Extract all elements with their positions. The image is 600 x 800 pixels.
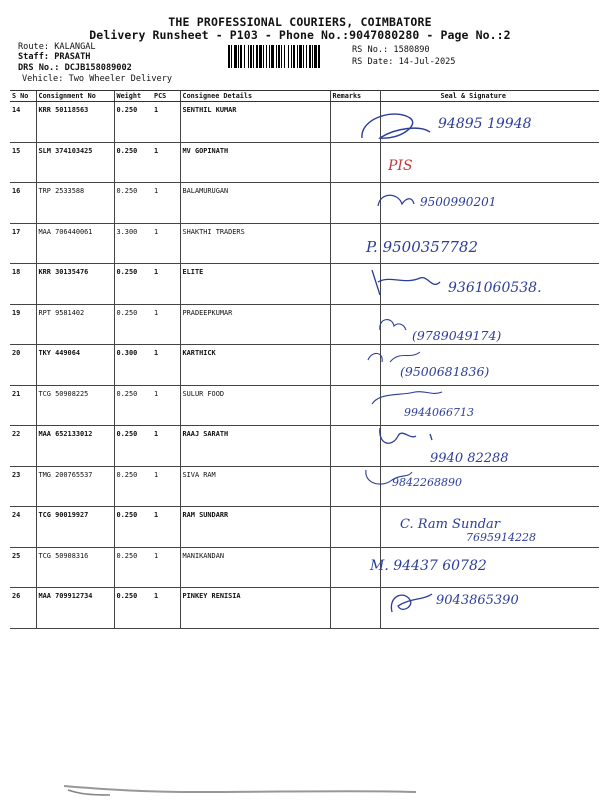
table-row	[10, 426, 599, 467]
cell-remarks	[330, 466, 380, 507]
table-header-row	[10, 91, 599, 102]
cell-sno: 17	[10, 223, 36, 264]
col-seal: Seal & Signature	[380, 91, 599, 102]
cell-seal	[380, 102, 599, 143]
cell-remarks	[330, 264, 380, 305]
cell-pcs: 1	[152, 547, 180, 588]
signature-text: P. 9500357782	[366, 238, 479, 256]
cell-consignment: MAA 652133012	[36, 426, 114, 467]
cell-remarks	[330, 345, 380, 386]
cell-consignee: PINKEY RENISIA	[180, 588, 330, 629]
cell-pcs: 1	[152, 223, 180, 264]
cell-consignment: TCG 90019927	[36, 507, 114, 548]
col-consignee: Consignee Details	[180, 91, 330, 102]
cell-seal	[380, 183, 599, 224]
cell-pcs: 1	[152, 264, 180, 305]
cell-consignee: PRADEEPKUMAR	[180, 304, 330, 345]
cell-seal	[380, 223, 599, 264]
cell-consignment: MAA 706440061	[36, 223, 114, 264]
table-row	[10, 547, 599, 588]
cell-weight: 0.250	[114, 142, 152, 183]
cell-sno: 19	[10, 304, 36, 345]
cell-consignee: ELITE	[180, 264, 330, 305]
signature-text: C. Ram Sundar	[400, 517, 500, 532]
cell-weight: 0.250	[114, 547, 152, 588]
rs-date: RS Date: 14-Jul-2025	[352, 57, 456, 67]
signature-text: 9500990201	[420, 195, 497, 209]
cell-sno: 20	[10, 345, 36, 386]
cell-sno: 14	[10, 102, 36, 143]
cell-seal	[380, 264, 599, 305]
cell-sno: 21	[10, 385, 36, 426]
cell-sno: 24	[10, 507, 36, 548]
col-pcs: PCS	[152, 91, 180, 102]
table-row	[10, 183, 599, 224]
staff-label: Staff: PRASATH	[18, 52, 91, 62]
rs-number: RS No.: 1580890	[352, 45, 430, 55]
cell-consignment: SLM 374103425	[36, 142, 114, 183]
runsheet-table	[10, 90, 599, 629]
drs-number: DRS No.: DCJB158089002	[18, 63, 132, 73]
cell-seal	[380, 466, 599, 507]
cell-seal	[380, 345, 599, 386]
cell-consignment: TCG 50908316	[36, 547, 114, 588]
table-row	[10, 588, 599, 629]
cell-weight: 0.250	[114, 264, 152, 305]
col-remarks: Remarks	[330, 91, 380, 102]
signature-text: PIS	[388, 158, 413, 174]
signature-text: 9043865390	[436, 593, 519, 608]
cell-consignment: MAA 709912734	[36, 588, 114, 629]
cell-consignment: KRR 30135476	[36, 264, 114, 305]
cell-remarks	[330, 507, 380, 548]
cell-remarks	[330, 223, 380, 264]
table-row	[10, 507, 599, 548]
cell-consignment: TCG 50908225	[36, 385, 114, 426]
cell-remarks	[330, 102, 380, 143]
cell-consignee: KARTHICK	[180, 345, 330, 386]
cell-seal	[380, 507, 599, 548]
cell-consignment: KRR 50118563	[36, 102, 114, 143]
table-row	[10, 142, 599, 183]
cell-weight: 0.250	[114, 466, 152, 507]
cell-consignee: SULUR FOOD	[180, 385, 330, 426]
col-weight: Weight	[114, 91, 152, 102]
cell-consignee: RAAJ SARATH	[180, 426, 330, 467]
col-consignment: Consignment No	[36, 91, 114, 102]
cell-pcs: 1	[152, 588, 180, 629]
cell-weight: 0.250	[114, 385, 152, 426]
cell-consignee: MV GOPINATH	[180, 142, 330, 183]
signature-text: 9842268890	[392, 476, 462, 489]
route-label: Route: KALANGAL	[18, 42, 96, 52]
runsheet-title: THE PROFESSIONAL COURIERS, COIMBATORE	[168, 15, 432, 29]
cell-seal	[380, 385, 599, 426]
cell-weight: 0.250	[114, 588, 152, 629]
cell-remarks	[330, 547, 380, 588]
table-row	[10, 223, 599, 264]
cell-seal	[380, 588, 599, 629]
table-row	[10, 345, 599, 386]
cell-remarks	[330, 426, 380, 467]
cell-pcs: 1	[152, 183, 180, 224]
cell-consignee: BALAMURUGAN	[180, 183, 330, 224]
cell-weight: 0.250	[114, 304, 152, 345]
cell-weight: 0.250	[114, 183, 152, 224]
table-row	[10, 264, 599, 305]
signature-text: 7695914228	[466, 531, 536, 544]
cell-weight: 0.250	[114, 507, 152, 548]
cell-consignment: RPT 9581402	[36, 304, 114, 345]
cell-remarks	[330, 304, 380, 345]
signature-text: 9361060538.	[448, 280, 542, 296]
table-row	[10, 102, 599, 143]
cell-seal	[380, 304, 599, 345]
cell-consignment: TRP 2533588	[36, 183, 114, 224]
cell-remarks	[330, 183, 380, 224]
cell-sno: 22	[10, 426, 36, 467]
cell-sno: 16	[10, 183, 36, 224]
cell-weight: 0.250	[114, 102, 152, 143]
table-row	[10, 385, 599, 426]
cell-consignment: TKY 449064	[36, 345, 114, 386]
cell-consignee: SENTHIL KUMAR	[180, 102, 330, 143]
cell-remarks	[330, 588, 380, 629]
cell-seal	[380, 547, 599, 588]
barcode	[228, 45, 345, 68]
cell-consignee: RAM SUNDARR	[180, 507, 330, 548]
signature-text: M. 94437 60782	[370, 558, 487, 574]
cell-consignee: MANIKANDAN	[180, 547, 330, 588]
col-sno: S No	[10, 91, 36, 102]
signature-text: 9940 82288	[430, 451, 509, 466]
cell-pcs: 1	[152, 345, 180, 386]
cell-weight: 0.300	[114, 345, 152, 386]
table-row	[10, 304, 599, 345]
cell-pcs: 1	[152, 304, 180, 345]
signature-text: (9789049174)	[412, 328, 502, 343]
cell-consignee: SIVA RAM	[180, 466, 330, 507]
cell-weight: 0.250	[114, 426, 152, 467]
signature-text: 94895 19948	[438, 116, 532, 132]
cell-remarks	[330, 385, 380, 426]
cell-pcs: 1	[152, 507, 180, 548]
cell-pcs: 1	[152, 102, 180, 143]
cell-sno: 26	[10, 588, 36, 629]
cell-remarks	[330, 142, 380, 183]
cell-pcs: 1	[152, 385, 180, 426]
cell-sno: 15	[10, 142, 36, 183]
table-row	[10, 466, 599, 507]
cell-consignment: TMG 200765537	[36, 466, 114, 507]
signature-text: 9944066713	[404, 406, 474, 419]
runsheet-subtitle: Delivery Runsheet - P103 - Phone No.:9047080280 - Page No.:2	[89, 28, 511, 42]
cell-pcs: 1	[152, 466, 180, 507]
cell-weight: 3.300	[114, 223, 152, 264]
cell-seal	[380, 426, 599, 467]
cell-sno: 18	[10, 264, 36, 305]
barcode-bar	[320, 45, 321, 68]
cell-consignee: SHAKTHI TRADERS	[180, 223, 330, 264]
vehicle-label: Vehicle: Two Wheeler Delivery	[22, 74, 173, 84]
scan-smudge	[60, 780, 420, 798]
cell-sno: 23	[10, 466, 36, 507]
cell-pcs: 1	[152, 142, 180, 183]
cell-pcs: 1	[152, 426, 180, 467]
cell-sno: 25	[10, 547, 36, 588]
signature-text: (9500681836)	[400, 364, 490, 379]
cell-seal	[380, 142, 599, 183]
